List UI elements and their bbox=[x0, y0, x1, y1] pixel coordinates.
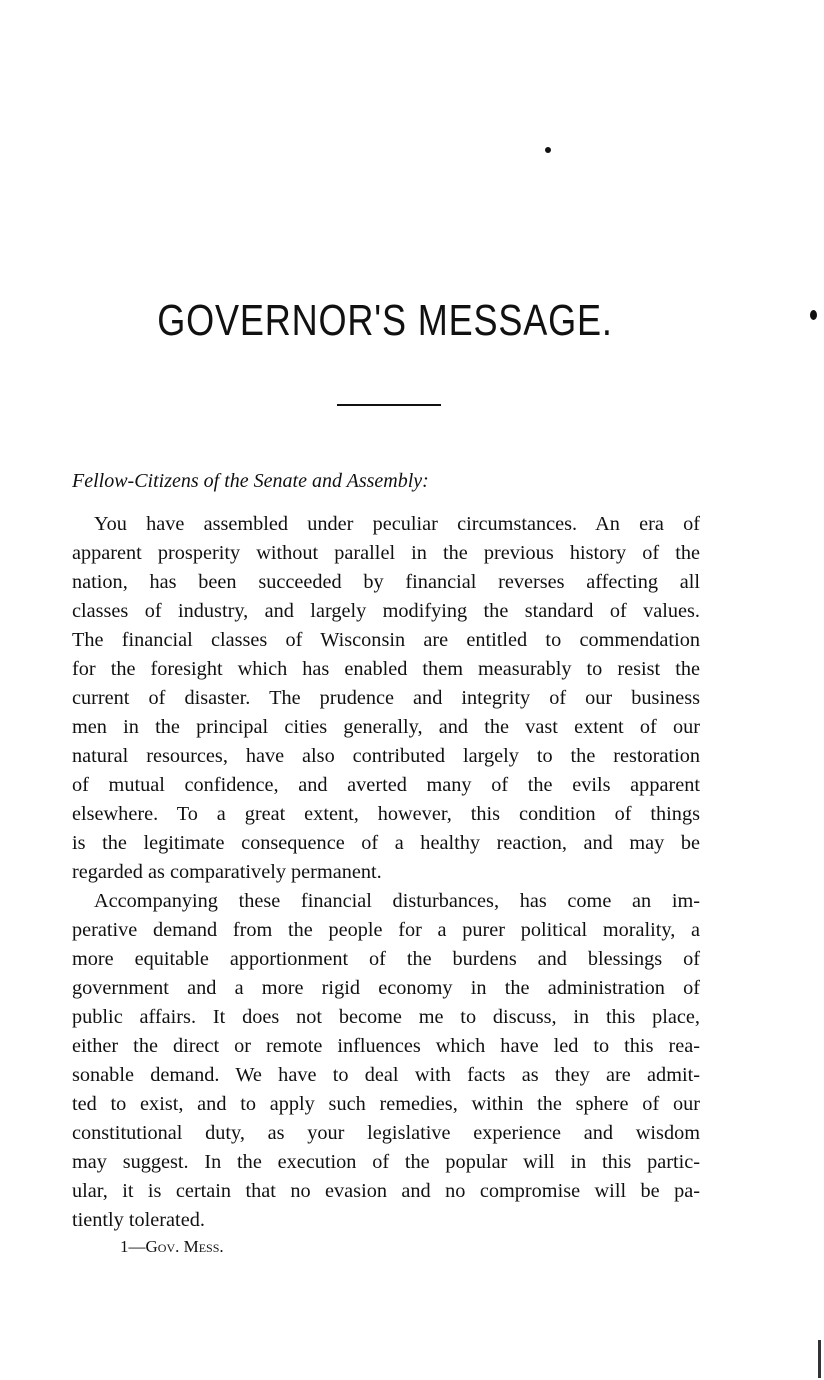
text-line: may suggest. In the execution of the popular will in this partic- bbox=[72, 1151, 700, 1173]
text-line: elsewhere. To a great extent, however, this condition of things bbox=[72, 803, 700, 825]
text-line: public affairs. It does not become me to discuss, in this place, bbox=[72, 1006, 700, 1028]
text-line: perative demand from the people for a purer political morality, a bbox=[72, 919, 700, 941]
text-line: is the legitimate consequence of a healthy reaction, and may be bbox=[72, 832, 700, 854]
page-title: GOVERNOR'S MESSAGE. bbox=[157, 296, 613, 345]
text-line: constitutional duty, as your legislative experience and wisdom bbox=[72, 1122, 700, 1144]
message-body bbox=[72, 510, 700, 1235]
salutation: Fellow-Citizens of the Senate and Assembly: bbox=[72, 470, 429, 492]
text-line: ted to exist, and to apply such remedies, within the sphere of our bbox=[72, 1093, 700, 1115]
text-line: classes of industry, and largely modifying the standard of values. bbox=[72, 600, 700, 622]
text-line: Accompanying these financial disturbances, has come an im- bbox=[94, 890, 700, 912]
text-line: more equitable apportionment of the burdens and blessings of bbox=[72, 948, 700, 970]
text-line: The financial classes of Wisconsin are entitled to commendation bbox=[72, 629, 700, 651]
text-line: You have assembled under peculiar circumstances. An era of bbox=[94, 513, 700, 535]
text-line: sonable demand. We have to deal with facts as they are admit- bbox=[72, 1064, 700, 1086]
signature-number: 1— bbox=[120, 1237, 146, 1256]
scan-speck bbox=[545, 147, 551, 153]
text-line: government and a more rigid economy in the administration of bbox=[72, 977, 700, 999]
text-line: either the direct or remote influences which have led to this rea- bbox=[72, 1035, 700, 1057]
text-line: men in the principal cities generally, and the vast extent of our bbox=[72, 716, 700, 738]
text-line: of mutual confidence, and averted many of the evils apparent bbox=[72, 774, 700, 796]
text-line: apparent prosperity without parallel in the previous history of the bbox=[72, 542, 700, 564]
text-line: nation, has been succeeded by financial reverses affecting all bbox=[72, 571, 700, 593]
signature-text: Gov. Mess. bbox=[145, 1237, 224, 1256]
signature-mark bbox=[120, 1237, 224, 1257]
paragraph bbox=[72, 887, 700, 1235]
scan-edge-mark bbox=[818, 1340, 821, 1378]
paragraph bbox=[72, 510, 700, 887]
scan-speck bbox=[810, 310, 817, 320]
text-line: natural resources, have also contributed largely to the restoration bbox=[72, 745, 700, 767]
text-line: tiently tolerated. bbox=[72, 1209, 205, 1231]
text-line: regarded as comparatively permanent. bbox=[72, 861, 382, 883]
text-line: current of disaster. The prudence and integrity of our business bbox=[72, 687, 700, 709]
text-line: ular, it is certain that no evasion and no compromise will be pa- bbox=[72, 1180, 700, 1202]
text-line: for the foresight which has enabled them measurably to resist the bbox=[72, 658, 700, 680]
title-rule bbox=[337, 404, 441, 406]
